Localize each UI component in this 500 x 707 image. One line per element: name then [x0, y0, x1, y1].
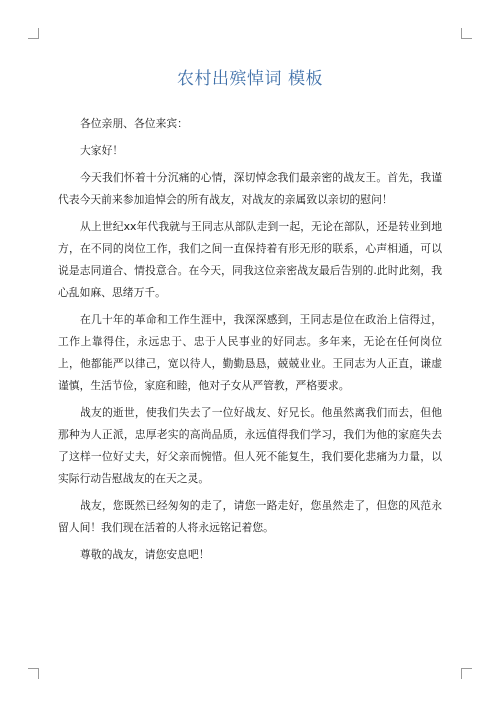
paragraph: 战友，您既然已经匆匆的走了，请您一路走好，您虽然走了，但您的风范永留人间！我们现在活着的人将永远铭记着您。	[58, 499, 442, 534]
paragraph: 大家好！	[80, 144, 124, 157]
paragraph: 从上世纪xx年代我就与王同志从部队走到一起，无论在部队，还是转业到地方，在不同的岗位工作，我们之间一直保持着有形无形的联系，心声相通，可以说是志同道合、情投意合。在今天，同我这位亲密战友最后告别的.此时此刻，我心乱如麻、思绪万千。	[58, 220, 442, 299]
paragraph: 在几十年的革命和工作生涯中，我深深感到，王同志是位在政治上信得过，工作上靠得住，永远忠于、忠于人民事业的好同志。多年来，无论在任何岗位上，他都能严以律己，宽以待人，勤勤恳恳，兢兢业业。王同志为人正直，谦虚谨慎，生活节俭，家庭和睦，他对子女从严管教，严格要求。	[58, 313, 442, 392]
paragraph: 战友的逝世，使我们失去了一位好战友、好兄长。他虽然离我们而去，但他那种为人正派，忠厚老实的高尚品质，永远值得我们学习，我们为他的家庭失去了这样一位好丈夫，好父亲而惋惜。但人死不能复生，我们要化悲痛为力量，以实际行动告慰战友的在天之灵。	[58, 406, 442, 485]
crop-mark-bottom-right	[461, 668, 472, 679]
paragraph: 今天我们怀着十分沉痛的心情，深切悼念我们最亲密的战友王。首先，我谨代表今天前来参加追悼会的所有战友，对战友的亲属致以亲切的慰问！	[58, 171, 442, 206]
crop-mark-top-right	[461, 28, 472, 39]
crop-mark-top-left	[28, 28, 39, 39]
document-title: 农村出殡悼词 模板	[177, 69, 323, 89]
paragraph: 尊敬的战友，请您安息吧！	[80, 548, 210, 561]
document-body	[58, 113, 442, 571]
crop-mark-bottom-left	[28, 668, 39, 679]
greeting: 各位亲朋、各位来宾：	[80, 117, 188, 130]
